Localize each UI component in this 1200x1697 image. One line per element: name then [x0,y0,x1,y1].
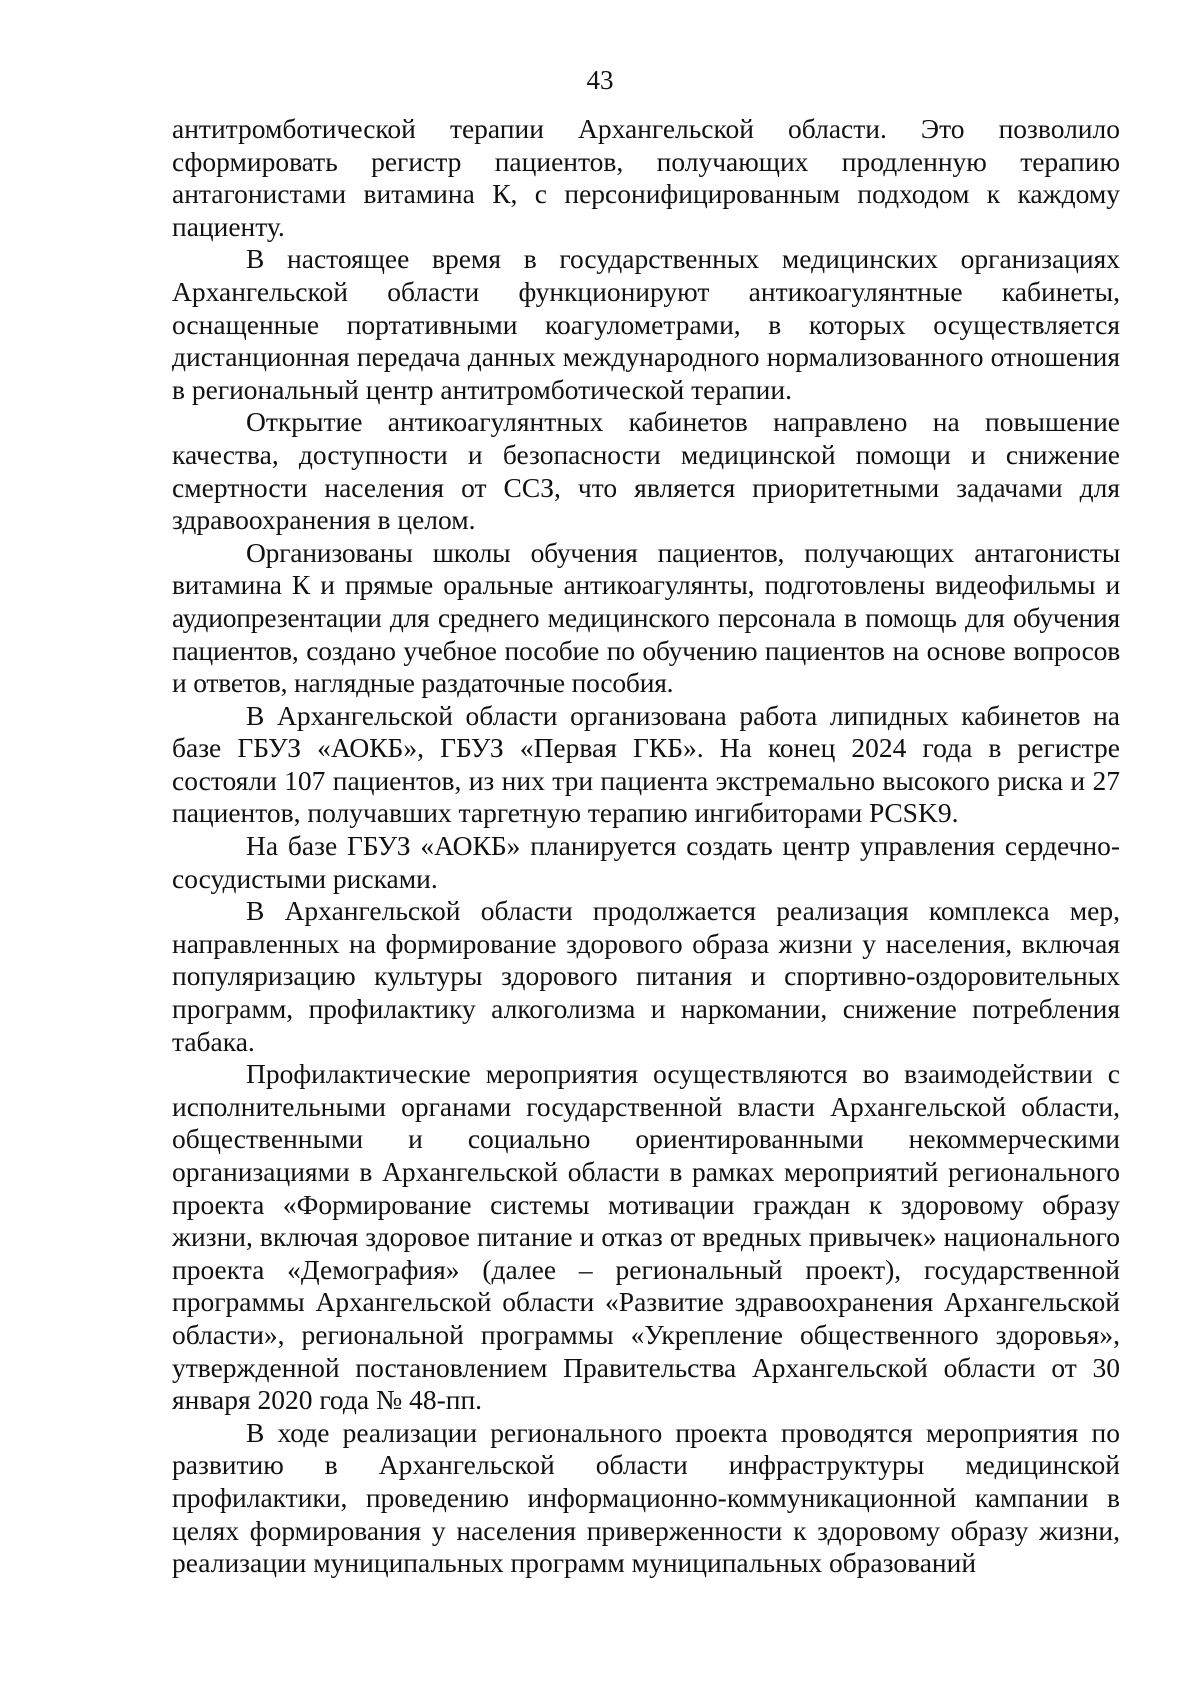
paragraph-prevention-measures: Профилактические мероприятия осуществляются во взаимодействии с исполнительными органами государственной власти Архангельской области, общественными и социально ориентированными некоммерческими организациями в Архангельской области в рамках мероприятий регионального проекта «Формирование системы мотивации граждан к здоровому образу жизни, включая здоровое питание и отказ от вредных привычек» национального проекта «Демография» (далее – региональный проект), государственной программы Архангельской области «Развитие здравоохранения Архангельской области», региональной программы «Укрепление общественного здоровья», утвержденной постановлением Правительства Архангельской области от 30 января 2020 года № 48-пп. [172,1058,1120,1416]
paragraph-lipid-cabinets: В Архангельской области организована работа липидных кабинетов на базе ГБУЗ «АОКБ», ГБУЗ «Первая ГКБ». На конец 2024 года в регистре состояли 107 пациентов, из них три пациента экстремально высокого риска и 27 пациентов, получавших таргетную терапию ингибиторами PCSK9. [172,699,1120,829]
document-body [172,113,1120,1580]
paragraph-anticoagulant-cabinets: В настоящее время в государственных медицинских организациях Архангельской области функционируют антикоагулянтные кабинеты, оснащенные портативными коагулометрами, в которых осуществляется дистанционная передача данных международного нормализованного отношения в региональный центр антитромботической терапии. [172,243,1120,405]
paragraph-healthy-lifestyle: В Архангельской области продолжается реализация комплекса мер, направленных на формирование здорового образа жизни у населения, включая популяризацию культуры здорового питания и спортивно-оздоровительных программ, профилактику алкоголизма и наркомании, снижение потребления табака. [172,895,1120,1057]
paragraph-patient-schools: Организованы школы обучения пациентов, получающих антагонисты витамина К и прямые оральные антикоагулянты, подготовлены видеофильмы и аудиопрезентации для среднего медицинского персонала в помощь для обучения пациентов, создано учебное пособие по обучению пациентов на основе вопросов и ответов, наглядные раздаточные пособия. [172,536,1120,699]
paragraph-cabinets-purpose: Открытие антикоагулянтных кабинетов направлено на повышение качества, доступности и безопасности медицинской помощи и снижение смертности населения от ССЗ, что является приоритетными задачами для здравоохранения в целом. [172,406,1120,536]
paragraph-regional-project: В ходе реализации регионального проекта проводятся мероприятия по развитию в Архангельской области инфраструктуры медицинской профилактики, проведению информационно-коммуникационной кампании в целях формирования у населения приверженности к здоровому образу жизни, реализации муниципальных программ муниципальных образований [172,1416,1120,1579]
page-number: 43 [586,65,614,95]
paragraph-continuation: антитромботической терапии Архангельской области. Это позволило сформировать регистр пациентов, получающих продленную терапию антагонистами витамина К, с персонифицированным подходом к каждому пациенту. [172,113,1120,242]
paragraph-risk-center: На базе ГБУЗ «АОКБ» планируется создать центр управления сердечно-сосудистыми рисками. [172,830,1120,894]
